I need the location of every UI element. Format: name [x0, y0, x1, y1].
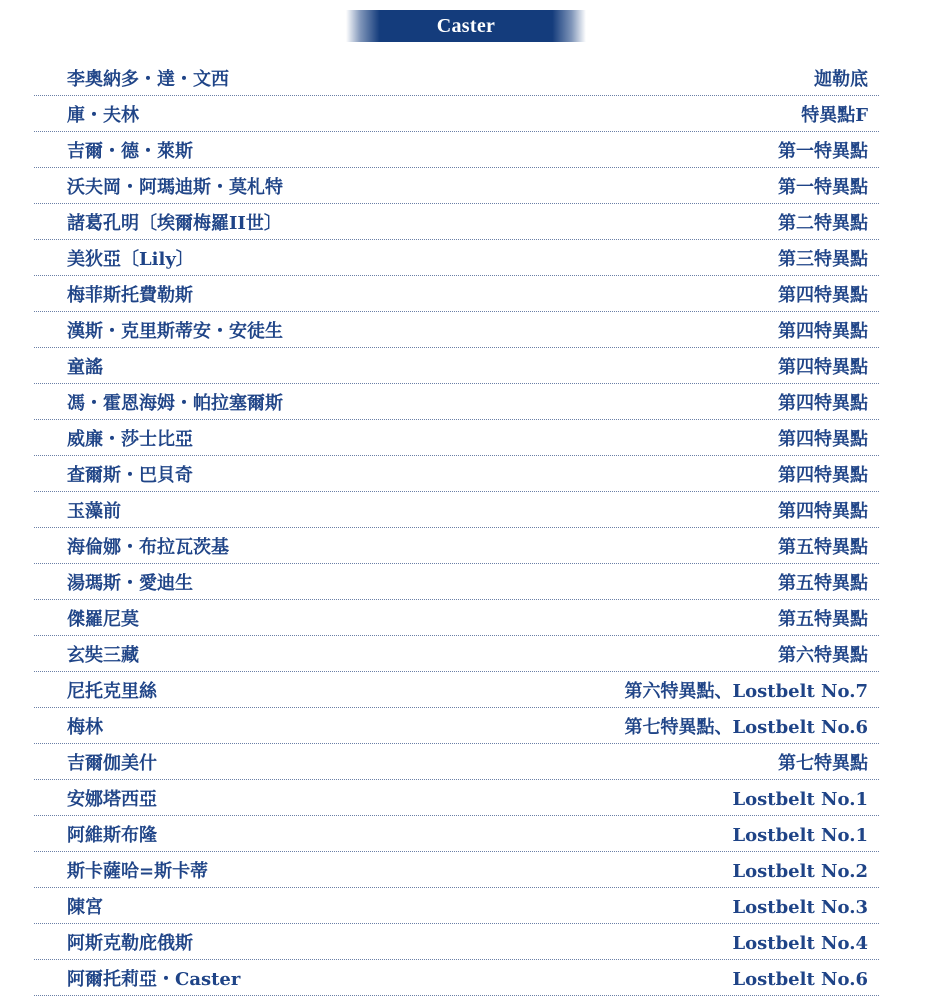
servant-row	[34, 600, 879, 636]
servant-row	[34, 960, 879, 996]
servant-name: 查爾斯・巴貝奇	[67, 465, 193, 486]
servant-name: 尼托克里絲	[67, 681, 157, 702]
servant-name: 梅林	[67, 717, 103, 738]
servant-row	[34, 240, 879, 276]
servant-origin: 第四特異點	[778, 321, 868, 342]
servant-row	[34, 852, 879, 888]
servant-row	[34, 816, 879, 852]
servant-row	[34, 636, 879, 672]
servant-name: 安娜塔西亞	[67, 789, 157, 810]
servant-origin: 第四特異點	[778, 501, 868, 522]
servant-origin: 第七特異點、Lostbelt No.6	[624, 717, 868, 738]
servant-row	[34, 564, 879, 600]
servant-row	[34, 420, 879, 456]
servant-row	[34, 528, 879, 564]
servant-origin: 第一特異點	[778, 177, 868, 198]
servant-origin: 第一特異點	[778, 141, 868, 162]
servant-name: 斯卡薩哈=斯卡蒂	[67, 861, 209, 882]
servant-origin: 第四特異點	[778, 429, 868, 450]
servant-name: 漢斯・克里斯蒂安・安徒生	[67, 321, 283, 342]
servant-name: 吉爾・德・萊斯	[67, 141, 193, 162]
servant-name: 諸葛孔明〔埃爾梅羅II世〕	[67, 213, 282, 234]
servant-name: 童謠	[67, 357, 103, 378]
servant-row	[34, 276, 879, 312]
servant-name: 陳宮	[67, 897, 103, 918]
servant-row	[34, 780, 879, 816]
servant-row	[34, 312, 879, 348]
servant-row	[34, 204, 879, 240]
servant-row	[34, 708, 879, 744]
servant-origin: 第五特異點	[778, 573, 868, 594]
servant-name: 玄奘三藏	[67, 645, 139, 666]
servant-origin: 第七特異點	[778, 753, 868, 774]
servant-origin: 特異點F	[801, 105, 868, 126]
servant-name: 馮・霍恩海姆・帕拉塞爾斯	[67, 393, 283, 414]
servant-origin: 第四特異點	[778, 357, 868, 378]
servant-origin: 第五特異點	[778, 537, 868, 558]
servant-row	[34, 492, 879, 528]
servant-name: 阿斯克勒庇俄斯	[67, 933, 193, 954]
servant-name: 玉藻前	[67, 501, 121, 522]
servant-name: 湯瑪斯・愛迪生	[67, 573, 193, 594]
servant-origin: Lostbelt No.3	[732, 897, 868, 918]
servant-name: 威廉・莎士比亞	[67, 429, 193, 450]
servant-name: 美狄亞〔Lily〕	[67, 249, 194, 270]
servant-row	[34, 672, 879, 708]
servant-origin: 第二特異點	[778, 213, 868, 234]
servant-name: 阿爾托莉亞・Caster	[67, 969, 241, 990]
servant-origin: Lostbelt No.1	[732, 825, 868, 846]
servant-name: 傑羅尼莫	[67, 609, 139, 630]
servant-row	[34, 888, 879, 924]
servant-row	[34, 96, 879, 132]
servant-origin: Lostbelt No.2	[732, 861, 868, 882]
servant-row	[34, 744, 879, 780]
servant-row	[34, 60, 879, 96]
servant-origin: 第四特異點	[778, 393, 868, 414]
servant-name: 梅菲斯托費勒斯	[67, 285, 193, 306]
servant-list	[34, 60, 879, 996]
servant-row	[34, 132, 879, 168]
servant-row	[34, 348, 879, 384]
header	[0, 10, 932, 42]
class-banner	[346, 10, 586, 42]
servant-name: 李奧納多・達・文西	[67, 69, 229, 90]
servant-row	[34, 924, 879, 960]
servant-name: 吉爾伽美什	[67, 753, 157, 774]
servant-origin: 第三特異點	[778, 249, 868, 270]
class-title: Caster	[436, 14, 496, 37]
servant-name: 阿維斯布隆	[67, 825, 157, 846]
servant-origin: 第五特異點	[778, 609, 868, 630]
servant-row	[34, 384, 879, 420]
servant-origin: 第六特異點、Lostbelt No.7	[624, 681, 868, 702]
servant-origin: Lostbelt No.1	[732, 789, 868, 810]
servant-origin: 迦勒底	[814, 69, 868, 90]
servant-name: 海倫娜・布拉瓦茨基	[67, 537, 229, 558]
servant-name: 庫・夫林	[67, 105, 139, 126]
servant-row	[34, 456, 879, 492]
servant-origin: Lostbelt No.6	[732, 969, 868, 990]
servant-origin: 第四特異點	[778, 285, 868, 306]
servant-name: 沃夫岡・阿瑪迪斯・莫札特	[67, 177, 283, 198]
servant-origin: Lostbelt No.4	[732, 933, 868, 954]
servant-origin: 第四特異點	[778, 465, 868, 486]
servant-row	[34, 168, 879, 204]
servant-origin: 第六特異點	[778, 645, 868, 666]
